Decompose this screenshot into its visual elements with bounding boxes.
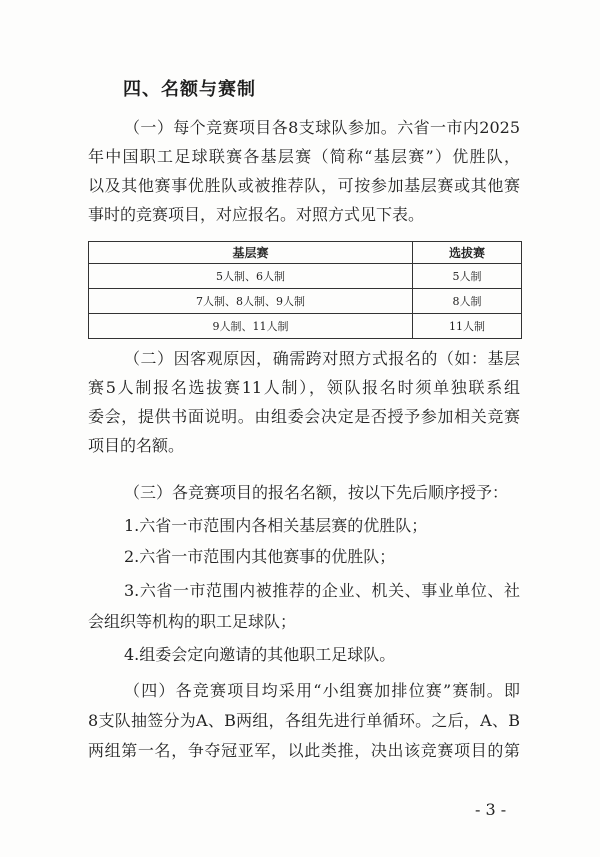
- paragraph-line: 年中国职工足球联赛各基层赛（简称“基层赛”）优胜队，: [88, 147, 520, 166]
- paragraph-line: （二）因客观原因，确需跨对照方式报名的（如：基层: [124, 349, 520, 368]
- paragraph-line: 事时的竞赛项目，对应报名。对照方式见下表。: [88, 205, 425, 224]
- table-cell: 9人制、11人制: [89, 314, 413, 339]
- list-item: 2.六省一市范围内其他赛事的优胜队；: [124, 547, 396, 566]
- table-header-cell: 选拔赛: [412, 242, 521, 264]
- paragraph-line: （一）每个竞赛项目各8支球队参加。六省一市内2025: [124, 118, 520, 137]
- priority-list: [88, 510, 520, 672]
- list-item: 4.组委会定向邀请的其他职工足球队。: [124, 645, 396, 664]
- paragraph-line: （四）各竞赛项目均采用“小组赛加排位赛”赛制。即: [124, 681, 520, 700]
- table-cell: 11人制: [412, 314, 521, 339]
- paragraph-line: 项目的名额。: [88, 436, 185, 455]
- table-row: [89, 314, 522, 339]
- page-number: - 3 -: [475, 800, 507, 819]
- table-row: [89, 289, 522, 314]
- paragraph-4: [88, 676, 520, 766]
- paragraph-line: （三）各竞赛项目的报名名额，按以下先后顺序授予：: [124, 483, 509, 502]
- paragraph-line: 两组第一名，争夺冠亚军，以此类推，决出该竞赛项目的第: [88, 741, 520, 760]
- list-item: 1.六省一市范围内各相关基层赛的优胜队；: [124, 516, 428, 535]
- table-header-row: [89, 242, 522, 264]
- list-item-continued: 会组织等机构的职工足球队；: [88, 612, 297, 631]
- table-cell: 8人制: [412, 289, 521, 314]
- table-cell: 5人制: [412, 264, 521, 289]
- list-item: 3.六省一市范围内被推荐的企业、机关、事业单位、社: [124, 581, 520, 600]
- paragraph-line: 委会，提供书面说明。由组委会决定是否授予参加相关竞赛: [88, 407, 520, 426]
- paragraph-2: [88, 344, 520, 460]
- paragraph-1: [88, 113, 520, 229]
- paragraph-line: 以及其他赛事优胜队或被推荐队，可按参加基层赛或其他赛: [88, 176, 520, 195]
- table-row: [89, 264, 522, 289]
- paragraph-line: 赛5人制报名选拔赛11人制），领队报名时须单独联系组: [88, 378, 520, 397]
- paragraph-line: 8支队抽签分为A、B两组，各组先进行单循环。之后，A、B: [88, 711, 520, 730]
- table-cell: 5人制、6人制: [89, 264, 413, 289]
- paragraph-3: [88, 478, 520, 507]
- mapping-table: [88, 241, 522, 339]
- section-heading: 四、名额与赛制: [123, 79, 256, 100]
- table-cell: 7人制、8人制、9人制: [89, 289, 413, 314]
- table-header-cell: 基层赛: [89, 242, 413, 264]
